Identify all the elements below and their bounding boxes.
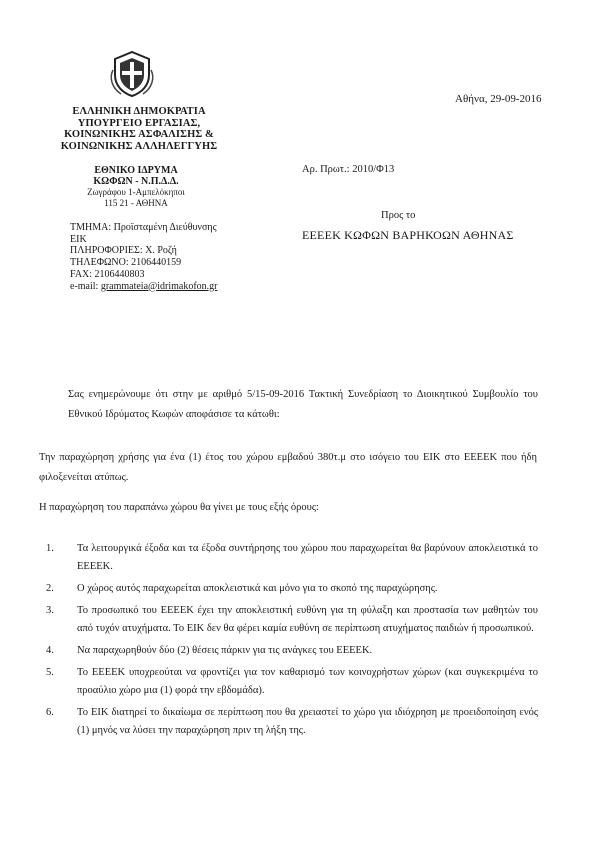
ministry-line: ΥΠΟΥΡΓΕΙΟ ΕΡΓΑΣΙΑΣ,	[77, 117, 201, 129]
item-text: Να παραχωρηθούν δύο (2) θέσεις πάρκιν για τις ανάγκες του ΕΕΕΕΚ.	[77, 645, 373, 656]
greek-emblem-icon	[109, 50, 155, 98]
recipient-name: ΕΕΕΕΚ ΚΩΦΩΝ ΒΑΡΗΚΟΩΝ ΑΘΗΝΑΣ	[302, 228, 514, 242]
list-item	[46, 642, 538, 660]
ministry-line: ΚΟΙΝΩΝΙΚΗΣ ΑΛΛΗΛΕΓΓΥΗΣ	[60, 140, 218, 152]
institute-block	[66, 166, 206, 208]
ministry-line: ΚΟΙΝΩΝΙΚΗΣ ΑΣΦΑΛΙΣΗΣ &	[64, 129, 214, 140]
department-line: ΤΜΗΜΑ: Προϊσταμένη Διεύθυνσης	[70, 222, 217, 233]
ministry-line: ΕΛΛΗΝΙΚΗ ΔΗΜΟΚΡΑΤΙΑ	[72, 106, 206, 117]
item-number: 2.	[46, 583, 54, 594]
fax-line: FAX: 2106440803	[70, 268, 145, 280]
item-number: 6.	[46, 707, 54, 718]
email-line	[70, 281, 218, 293]
item-text: Το προσωπικό του ΕΕΕΕΚ έχει την αποκλειστική ευθύνη για τη φύλαξη και προστασία των μαθητών του από τυχόν ατυχήματα. Το ΕΙΚ δεν θα φέρει καμία ευθύνη σε περίπτωση ατυχήματος παιδιών ή προσωπικού.	[77, 605, 538, 634]
item-number: 5.	[46, 667, 54, 678]
terms-list	[46, 540, 538, 740]
terms-intro: Η παραχώρηση του παραπάνω χώρου θα γίνει με τους εξής όρους:	[39, 502, 319, 513]
department-line-2: ΕΙΚ	[70, 233, 87, 245]
intro-paragraph: Σας ενημερώνουμε ότι στην με αριθμό 5/15-09-2016 Τακτική Συνεδρίαση το Διοικητικού Συμβουλίο του Εθνικού Ιδρύματος Κωφών αποφάσισε τα κάτωθι:	[68, 389, 538, 420]
protocol-number: Αρ. Πρωτ.: 2010/Φ13	[302, 164, 395, 175]
document-date: Αθήνα, 29-09-2016	[455, 93, 542, 105]
list-item	[46, 704, 538, 740]
institute-postcode: 115 21 - ΑΘΗΝΑ	[104, 197, 168, 208]
item-number: 1.	[46, 543, 54, 554]
item-number: 3.	[46, 605, 54, 616]
item-text: Το ΕΙΚ διατηρεί το δικαίωμα σε περίπτωση που θα χρειαστεί το χώρο για ιδιόχρηση με προειδοποίηση ενός (1) μηνός να λύσει την παραχώρηση πριν τη λήξη της.	[77, 707, 538, 736]
phone-line: ΤΗΛΕΦΩΝΟ: 2106440159	[70, 257, 182, 269]
institute-address: Ζωγράφου 1-Αμπελόκηποι	[87, 187, 185, 197]
list-item	[46, 602, 538, 638]
item-text: Το ΕΕΕΕΚ υποχρεούται να φροντίζει για τον καθαρισμό των κοινοχρήστων χώρων (και συγκεκριμένα το προαύλιο χώρο μια (1) φορά την εβδομάδα).	[77, 667, 538, 696]
contact-block	[70, 222, 218, 292]
list-item	[46, 580, 538, 598]
item-text: Ο χώρος αυτός παραχωρείται αποκλειστικά και μόνο για το σκοπό της παραχώρησης.	[77, 583, 438, 594]
ministry-heading	[36, 106, 242, 152]
info-line: ΠΛΗΡΟΦΟΡΙΕΣ: Χ. Ροζή	[70, 245, 177, 257]
list-item	[46, 540, 538, 576]
email-link[interactable]: grammateia@idrimakofon.gr	[100, 280, 218, 292]
email-label: e-mail:	[70, 280, 101, 292]
recipient-label: Προς το	[381, 210, 416, 221]
institute-name-2: ΚΩΦΩΝ - Ν.Π.Δ.Δ.	[93, 175, 179, 187]
item-number: 4.	[46, 645, 54, 656]
item-text: Τα λειτουργικά έξοδα και τα έξοδα συντήρησης του χώρου που παραχωρείται θα βαρύνουν αποκλειστικά το ΕΕΕΕΚ.	[77, 543, 538, 572]
institute-name: ΕΘΝΙΚΟ ΙΔΡΥΜΑ	[94, 165, 178, 176]
decision-paragraph: Την παραχώρηση χρήσης για ένα (1) έτος του χώρου εμβαδού 380τ.μ στο ισόγειο του ΕΙΚ στο ΕΕΕΕΚ που ήδη φιλοξενείται ατύπως.	[39, 452, 537, 483]
list-item	[46, 664, 538, 700]
